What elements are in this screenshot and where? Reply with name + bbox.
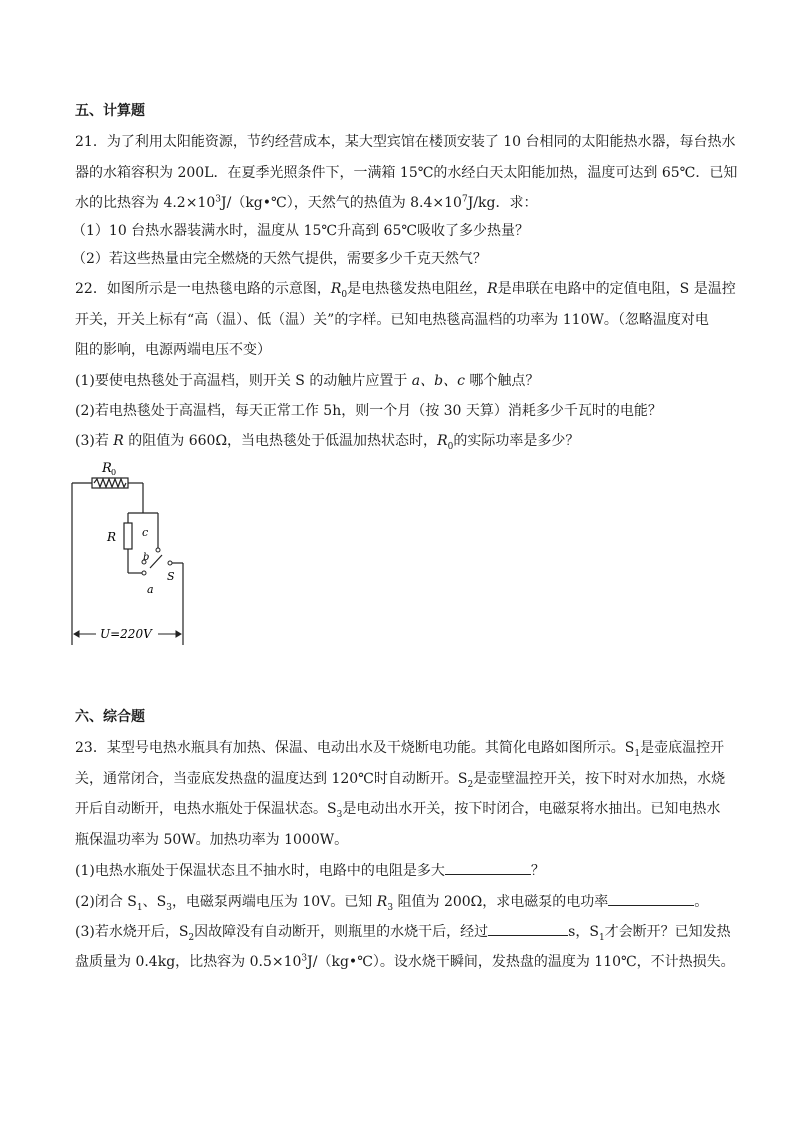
circuit-diagram bbox=[70, 455, 200, 650]
q21-subquestion-2: （2）若这些热量由完全燃烧的天然气提供，需要多少千克天然气？ bbox=[72, 251, 487, 267]
q21-text: J/（kg•℃），天然气的热值为 8.4×10 bbox=[221, 195, 462, 211]
q23-text: 因故障没有自动断开，则瓶里的水烧干后，经过 bbox=[194, 924, 489, 940]
q23-text: 。 bbox=[694, 894, 709, 910]
q21-subquestion-1: （1）10 台热水器装满水时，温度从 15℃升高到 65℃吸收了多少热量？ bbox=[72, 223, 530, 239]
var-R0: R bbox=[437, 433, 448, 449]
q23-text: J/（kg•℃）。设水烧干瞬间，发热盘的温度为 110℃，不计热损失。 bbox=[307, 954, 735, 970]
section-heading-comprehensive: 六、综合题 bbox=[75, 709, 145, 725]
q23-text: 关，通常闭合，当壶底发热盘的温度达到 120℃时自动断开。S bbox=[75, 771, 468, 787]
q21-text: 水的比热容为 4.2×10 bbox=[75, 195, 216, 211]
contact-labels: a、b、c bbox=[411, 373, 465, 389]
q23-text: 、S bbox=[142, 894, 167, 910]
q22-text: (3)若 bbox=[75, 433, 114, 449]
label-R0: R bbox=[102, 461, 112, 476]
q23-subquestion-2 bbox=[75, 891, 708, 912]
q23-text: 23．某型号电热水瓶具有加热、保温、电动出水及干烧断电功能。其简化电路如图所示。S bbox=[75, 740, 635, 756]
var-R3: R bbox=[376, 894, 388, 910]
label-S: S bbox=[167, 570, 175, 583]
q23-line-2 bbox=[75, 769, 725, 789]
q23-line-4: 瓶保温功率为 50W。加热功率为 1000W。 bbox=[75, 832, 349, 848]
label-R0-sub: 0 bbox=[111, 468, 117, 477]
q22-text: (1)要使电热毯处于高温档，则开关 S 的动触片应置于 bbox=[75, 373, 412, 389]
q23-text: 是壶壁温控开关，按下时对水加热，水烧 bbox=[473, 771, 726, 787]
q23-text: (3)若水烧开后，S bbox=[75, 924, 189, 940]
subscript: 3 bbox=[336, 809, 343, 820]
q22-subquestion-2: (2)若电热毯处于高温档，每天正常工作 5h，则一个月（按 30 天算）消耗多少千瓦时的电能？ bbox=[75, 403, 662, 419]
q22-line-1 bbox=[75, 279, 736, 299]
q22-text: 是电热毯发热电阻丝， bbox=[347, 281, 488, 297]
q23-text: 阻值为 200Ω，求电磁泵的电功率 bbox=[393, 894, 609, 910]
q23-text: (1)电热水瓶处于保温状态且不抽水时，电路中的电阻是多大 bbox=[75, 863, 445, 879]
label-R: R bbox=[107, 530, 117, 544]
subscript: 1 bbox=[136, 902, 143, 913]
subscript: 2 bbox=[467, 779, 474, 790]
q22-text: 哪个触点？ bbox=[464, 373, 540, 389]
subscript: 2 bbox=[188, 932, 195, 943]
q23-text: 才会断开？已知发热 bbox=[604, 924, 731, 940]
section-heading-calculation: 五、计算题 bbox=[75, 103, 145, 119]
subscript: 0 bbox=[447, 441, 454, 452]
q23-text: ？ bbox=[530, 863, 545, 879]
q22-text: 是串联在电路中的定值电阻，S 是温控 bbox=[497, 281, 736, 297]
label-b: b bbox=[143, 552, 150, 563]
q22-text: 的阻值为 660Ω，当电热毯处于低温加热状态时， bbox=[123, 433, 438, 449]
q23-text: ，电磁泵两端电压为 10V。已知 bbox=[171, 894, 377, 910]
q22-subquestion-1 bbox=[75, 371, 539, 391]
q21-text: J/kg．求： bbox=[467, 195, 538, 211]
var-R: R bbox=[113, 433, 124, 449]
q23-line-1 bbox=[75, 738, 724, 758]
var-R0: R bbox=[330, 281, 342, 297]
answer-blank[interactable] bbox=[488, 921, 568, 936]
subscript: 0 bbox=[341, 289, 348, 300]
q22-text: 22．如图所示是一电热毯电路的示意图， bbox=[75, 281, 331, 297]
q23-subquestion-3 bbox=[75, 921, 731, 942]
exponent: 3 bbox=[301, 953, 308, 964]
q23-subquestion-3-line-2 bbox=[75, 952, 735, 972]
label-c: c bbox=[142, 526, 149, 539]
q21-line-3 bbox=[75, 193, 537, 213]
q23-text: s，S bbox=[568, 924, 599, 940]
q23-text: (2)闭合 S bbox=[75, 894, 137, 910]
q22-subquestion-3 bbox=[75, 431, 579, 451]
exponent: 7 bbox=[461, 194, 468, 205]
q21-line-1: 21．为了利用太阳能资源，节约经营成本，某大型宾馆在楼顶安装了 10 台相同的太阳能热水器，每台热水 bbox=[75, 134, 736, 150]
exponent: 3 bbox=[215, 194, 221, 205]
subscript: 3 bbox=[387, 902, 394, 913]
q23-text: 开后自动断开，电热水瓶处于保温状态。S bbox=[75, 801, 337, 817]
subscript: 1 bbox=[598, 932, 605, 943]
answer-blank[interactable] bbox=[608, 891, 694, 906]
q21-line-2: 器的水箱容积为 200L．在夏季光照条件下，一满箱 15℃的水经白天太阳能加热，温度可达到 65℃．已知 bbox=[75, 165, 738, 181]
q23-text: 是电动出水开关，按下时闭合，电磁泵将水抽出。已知电热水 bbox=[342, 801, 721, 817]
q23-line-3 bbox=[75, 799, 720, 819]
q22-line-3: 阻的影响，电源两端电压不变） bbox=[75, 342, 271, 358]
q23-text: 盘质量为 0.4kg，比热容为 0.5×10 bbox=[75, 954, 302, 970]
subscript: 3 bbox=[166, 902, 172, 913]
answer-blank[interactable] bbox=[445, 860, 531, 875]
q23-text: 是壶底温控开 bbox=[640, 740, 725, 756]
subscript: 1 bbox=[634, 748, 641, 759]
var-R: R bbox=[487, 281, 498, 297]
q22-line-2: 开关，开关上标有“高（温）、低（温）关”的字样。已知电热毯高温档的功率为 110W。（忽略温度对电 bbox=[75, 312, 709, 328]
q22-text: 的实际功率是多少？ bbox=[453, 433, 580, 449]
label-a: a bbox=[147, 583, 154, 596]
q23-subquestion-1 bbox=[75, 860, 545, 881]
label-voltage: U=220V bbox=[100, 627, 152, 641]
